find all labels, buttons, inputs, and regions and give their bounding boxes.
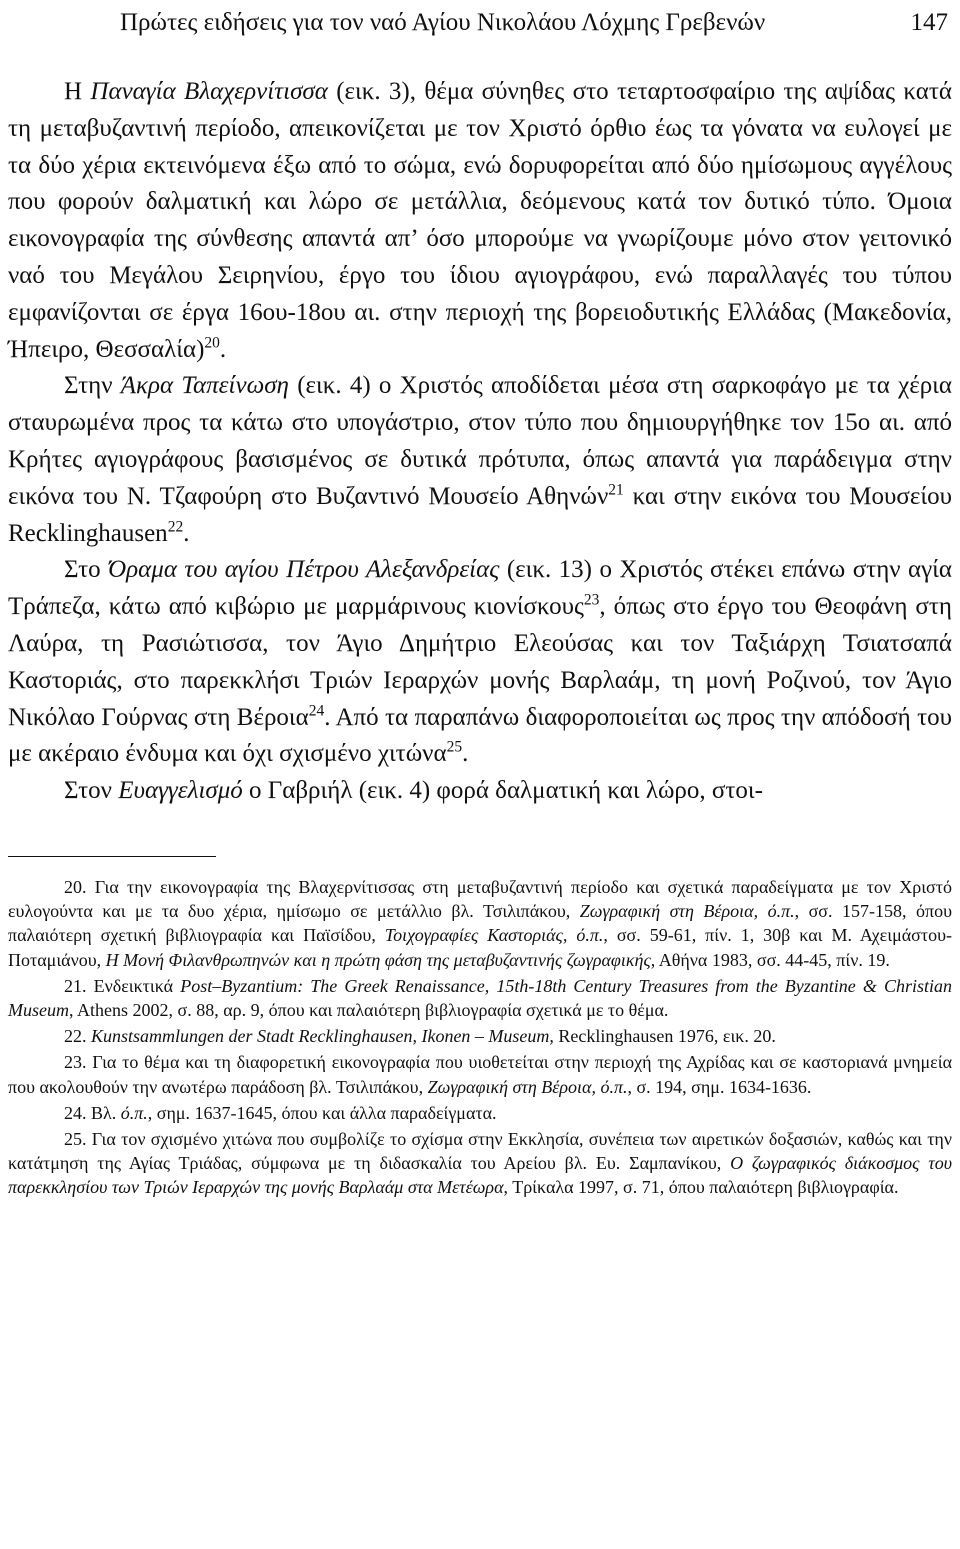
text-run: .	[183, 519, 190, 547]
text-run: , σημ. 1637-1645, όπου και άλλα παραδείγματα.	[147, 1102, 497, 1123]
text-run: 21. Ενδεικτικά	[64, 975, 181, 996]
italic-text: Παναγία Βλαχερνίτισσα	[90, 78, 328, 105]
text-run: (εικ. 13) ο Χριστός στέκει επάνω στην αγία Τράπεζα, κάτω από κιβώριο με μαρμάρινους κιονίσκους	[8, 556, 952, 621]
text-run: Στην	[64, 372, 121, 400]
italic-text: Post–Byzantium: The Greek Renaissance, 15th-18th Century Treasures from the Byzantine & Christian Museum	[8, 975, 952, 1020]
running-header	[8, 6, 952, 46]
text-run: .	[462, 740, 469, 768]
text-run: , όπως στο έργο του Θεοφάνη στη Λαύρα, τη Ρασιώτισσα, τον Άγιο Δημήτριο Ελεούσας και τον Ταξιάρχη Τσιατσαπά Καστοριάς, στο παρεκκλήσι Τριών Ιεραρχών μονής Βαρλαάμ, τη μονή Ροζινού, τον Άγιο Νικόλαο Γούρνας στη Βέροια	[8, 593, 953, 731]
text-run: 25. Για τον σχισμένο χιτώνα που συμβολίζε το σχίσμα στην Εκκλησία, συνέπεια των αιρετικών δοξασιών, καθώς και την κατάτμηση της Αγίας Τριάδας, σύμφωνα με τη διδασκαλία του Αρείου βλ. Ευ. Σαμπανίκου,	[8, 1128, 952, 1174]
text-run: . Από τα παραπάνω διαφοροποιείται ως προς την απόδοσή του με ακέραιο ένδυμα και όχι σχισμένο χιτώνα	[8, 703, 952, 768]
italic-text: Τοιχογραφίες Καστοριάς, ό.π.	[384, 925, 604, 946]
footnote-reference: 24	[308, 701, 325, 719]
footnote	[8, 1024, 952, 1048]
text-run: , σσ. 59-61, πίν. 1, 30β και Μ. Αχειμάστου-Ποταμιάνου,	[8, 925, 952, 970]
text-run: και στην εικόνα του Μουσείου Recklinghausen	[8, 482, 952, 547]
italic-text: Kunstsammlungen der Stadt Recklinghausen, Ikonen – Museum,	[91, 1026, 554, 1047]
text-run: , Αθήνα 1983, σσ. 44-45, πίν. 19.	[650, 949, 890, 970]
text-run: , Athens 2002, σ. 88, αρ. 9, όπου και παλαιότερη βιβλιογραφία σχετικά με το θέμα.	[69, 999, 669, 1020]
text-run: ο Γαβριήλ (εικ. 4) φορά δαλματική και λώρο, στοι-	[242, 777, 763, 805]
page-number: 147	[910, 9, 948, 36]
text-run: 24. Βλ.	[64, 1102, 121, 1123]
text-run: , Τρίκαλα 1997, σ. 71, όπου παλαιότερη βιβλιογραφία.	[503, 1177, 899, 1198]
italic-text: Όραμα του αγίου Πέτρου Αλεξανδρείας	[108, 556, 500, 584]
italic-text: Άκρα Ταπείνωση	[120, 372, 289, 400]
footnotes	[8, 875, 952, 1200]
running-title: Πρώτες ειδήσεις για τον ναό Αγίου Νικολάου Λόχμης Γρεβενών	[120, 9, 766, 36]
text-run: 22.	[64, 1026, 91, 1047]
text-run: Η	[64, 78, 91, 105]
text-run: Στον	[64, 777, 119, 805]
footnote-reference: 22	[167, 517, 184, 535]
footnote	[8, 1101, 952, 1125]
italic-text: Ζωγραφική στη Βέροια, ό.π.	[579, 901, 795, 922]
footnote	[8, 1127, 952, 1200]
body-paragraph	[8, 552, 952, 773]
italic-text: Ευαγγελισμό	[118, 777, 243, 805]
body-paragraph	[8, 74, 952, 368]
body-paragraph	[8, 773, 952, 810]
footnote-separator	[8, 856, 216, 857]
footnote	[8, 875, 952, 972]
footnote	[8, 1050, 952, 1098]
text-run: , σσ. 157-158, όπου παλαιότερη σχετική βιβλιογραφία και Παϊσίδου,	[8, 901, 953, 946]
footnote-reference: 23	[583, 591, 600, 609]
footnote-reference: 25	[446, 738, 463, 756]
footnote	[8, 974, 952, 1022]
text-run: .	[219, 335, 227, 363]
body-text	[8, 74, 952, 810]
text-run: Στο	[64, 556, 109, 584]
text-run: Recklinghausen 1976, εικ. 20.	[553, 1026, 776, 1047]
italic-text: Ο ζωγραφικός διάκοσμος του παρεκκλησίου των Τριών Ιεραρχών της μονής Βαρλαάμ στα Μετέωρα	[8, 1153, 952, 1198]
footnote-reference: 20	[204, 333, 220, 351]
italic-text: ό.π.	[120, 1102, 148, 1123]
italic-text: Η Μονή Φιλανθρωπηνών και η πρώτη φάση της μεταβυζαντινής ζωγραφικής	[105, 949, 651, 970]
footnote-reference: 21	[608, 481, 624, 499]
text-run: , σ. 194, σημ. 1634-1636.	[627, 1076, 812, 1097]
text-run: (εικ. 4) ο Χριστός αποδίδεται μέσα στη σαρκοφάγο με τα χέρια σταυρωμένα προς τα κάτω στο υπογάστριο, στον τύπο που δημιουργήθηκε τον 15ο αι. από Κρήτες αγιογράφους βασισμένος σε δυτικά πρότυπα, όπως απαντά για παράδειγμα στην εικόνα του Ν. Τζαφούρη στο Βυζαντινό Μουσείο Αθηνών	[8, 372, 952, 510]
text-run: 20. Για την εικονογραφία της Βλαχερνίτισσας στη μεταβυζαντινή περίοδο και σχετικά παραδείγματα με τον Χριστό ευλογούντα και με τα δυο χέρια, ημίσωμο σε μετάλλιο βλ. Τσιλιπάκου,	[8, 876, 952, 922]
body-paragraph	[8, 368, 952, 552]
text-run: 23. Για το θέμα και τη διαφορετική εικονογραφία που υιοθετείται στην περιοχή της Αχρίδας και σε καστοριανά μνημεία που ακολουθούν την ανωτέρω παράδοση βλ. Τσιλιπάκου,	[8, 1052, 952, 1097]
italic-text: Ζωγραφική στη Βέροια, ό.π.	[427, 1076, 628, 1097]
text-run: (εικ. 3), θέμα σύνηθες στο τεταρτοσφαίριο της αψίδας κατά τη μεταβυζαντινή περίοδο, απεικονίζεται με τον Χριστό όρθιο έως τα γόνατα να ευλογεί με τα δύο χέρια εκτεινόμενα έξω από το σώμα, ενώ δορυφορείται από δύο ημίσωμους αγγέλους που φορούν δαλματική και λώρο σε μετάλλια, δεόμενους κατά τον δυτικό τύπο. Όμοια εικονογραφία της σύνθεσης απαντά απ’ όσο μπορούμε να γνωρίζουμε μόνο στον γειτονικό ναό του Μεγάλου Σειρηνίου, έργο του ίδιου αγιογράφου, ενώ παραλλαγές του τύπου εμφανίζονται σε έργα 16ου-18ου αι. στην περιοχή της βορειοδυτικής Ελλάδας (Μακεδονία, Ήπειρο, Θεσσαλία)	[8, 78, 953, 363]
